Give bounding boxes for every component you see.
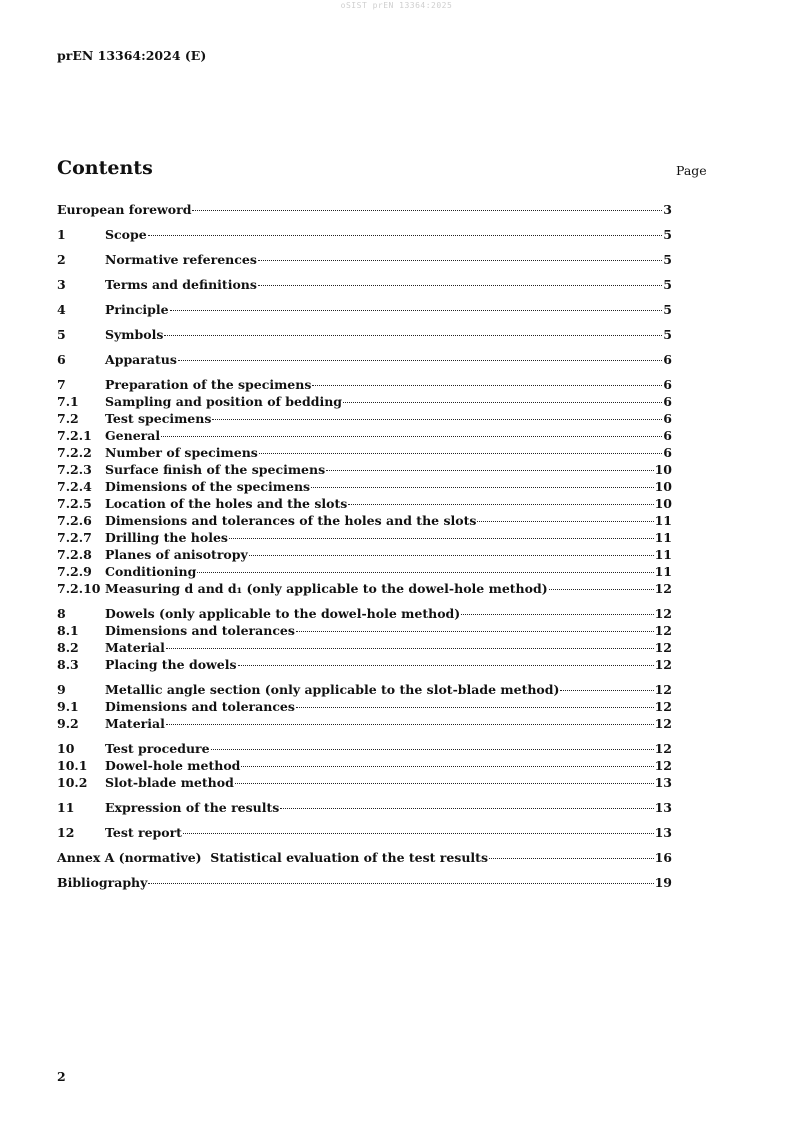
toc-entry-3[interactable]: [57, 276, 672, 293]
toc-leader-dots: [235, 783, 654, 784]
toc-entry-title: Number of specimens: [105, 445, 258, 460]
toc-entry-number: 7.2.10: [57, 581, 101, 596]
toc-entry-number: 7.2.2: [57, 445, 92, 460]
toc-entry-page: 13: [654, 825, 672, 840]
toc-entry-number: 10: [57, 741, 75, 756]
toc-entry-page: 12: [654, 716, 672, 731]
toc-entry-title: Sampling and position of bedding: [105, 394, 343, 409]
toc-leader-dots: [296, 631, 654, 632]
toc-entry-number: 1: [57, 227, 66, 242]
toc-leader-dots: [249, 555, 654, 556]
toc-entry-page: 6: [663, 428, 672, 443]
toc-entry-title: Test report: [105, 825, 182, 840]
toc-entry-title: Test procedure: [105, 741, 210, 756]
toc-leader-dots: [258, 260, 662, 261]
toc-entry-7-2-2[interactable]: [57, 444, 672, 461]
toc-entry-page: 12: [654, 699, 672, 714]
toc-entry-number: 7.2.8: [57, 547, 92, 562]
toc-entry-title: European foreword: [57, 202, 192, 217]
toc-entry-7-1[interactable]: [57, 393, 672, 410]
toc-leader-dots: [170, 310, 663, 311]
toc-leader-dots: [212, 419, 662, 420]
toc-entry-page: 12: [654, 640, 672, 655]
toc-entry-title: Measuring d and d₁ (only applicable to the dowel-hole method): [105, 581, 548, 596]
toc-entry-title: General: [105, 428, 161, 443]
toc-entry-title: Planes of anisotropy: [105, 547, 248, 562]
toc-leader-dots: [560, 690, 653, 691]
toc-leader-dots: [348, 504, 653, 505]
toc-leader-dots: [259, 453, 662, 454]
toc-entry-6[interactable]: [57, 351, 672, 368]
toc-entry-annex-a[interactable]: [57, 849, 672, 866]
toc-entry-7-2-9[interactable]: [57, 563, 672, 580]
toc-leader-dots: [311, 487, 654, 488]
toc-entry-page: 10: [654, 462, 672, 477]
toc-entry-1[interactable]: [57, 226, 672, 243]
toc-leader-dots: [241, 766, 653, 767]
watermark: oSIST prEN 13364:2025: [340, 1, 453, 10]
toc-entry-title: Scope: [105, 227, 147, 242]
toc-entry-8-3[interactable]: [57, 656, 672, 673]
toc-entry-5[interactable]: [57, 326, 672, 343]
toc-leader-dots: [312, 385, 662, 386]
toc-entry-number: 9: [57, 682, 66, 697]
toc-entry-number: 7.2.6: [57, 513, 92, 528]
toc-leader-dots: [238, 665, 654, 666]
toc-entry-number: 9.2: [57, 716, 79, 731]
page-number: 2: [57, 1069, 66, 1084]
toc-entry-2[interactable]: [57, 251, 672, 268]
toc-leader-dots: [211, 749, 654, 750]
toc-entry-page: 5: [663, 252, 672, 267]
contents-title: Contents: [57, 157, 153, 179]
toc-entry-page: 12: [654, 682, 672, 697]
page-column-label: Page: [676, 163, 707, 178]
toc-leader-dots: [183, 833, 654, 834]
toc-leader-dots: [326, 470, 653, 471]
toc-entry-page: 12: [654, 606, 672, 621]
toc-entry-8-2[interactable]: [57, 639, 672, 656]
toc-entry-7[interactable]: [57, 376, 672, 393]
toc-entry-page: 12: [654, 741, 672, 756]
toc-entry-number: 5: [57, 327, 66, 342]
toc-entry-number: 3: [57, 277, 66, 292]
toc-entry-title: Conditioning: [105, 564, 197, 579]
toc-entry-10-2[interactable]: [57, 774, 672, 791]
toc-entry-7-2-8[interactable]: [57, 546, 672, 563]
toc-entry-page: 6: [663, 411, 672, 426]
toc-entry-number: 10.1: [57, 758, 88, 773]
toc-entry-4[interactable]: [57, 301, 672, 318]
toc-entry-title: Dowel-hole method: [105, 758, 241, 773]
toc-entry-page: 11: [654, 530, 672, 545]
toc-entry-page: 12: [654, 657, 672, 672]
document-id: prEN 13364:2024 (E): [57, 48, 207, 63]
toc-entry-10[interactable]: [57, 740, 672, 757]
toc-entry-title: Surface finish of the specimens: [105, 462, 326, 477]
toc-leader-dots: [489, 858, 654, 859]
toc-entry-page: 19: [654, 875, 672, 890]
toc-entry-7-2-7[interactable]: [57, 529, 672, 546]
toc-entry-bibliography[interactable]: [57, 874, 672, 891]
toc-entry-title: Dimensions and tolerances: [105, 699, 295, 714]
toc-entry-title: Dowels (only applicable to the dowel-hole method): [105, 606, 461, 621]
toc-entry-7-2-1[interactable]: [57, 427, 672, 444]
toc-entry-number: 7.2.1: [57, 428, 92, 443]
toc-entry-number: 8.3: [57, 657, 79, 672]
toc-entry-title: Annex A (normative) Statistical evaluation of the test results: [57, 850, 488, 865]
toc-entry-10-1[interactable]: [57, 757, 672, 774]
toc-leader-dots: [296, 707, 654, 708]
toc-entry-page: 6: [663, 445, 672, 460]
toc-entry-7-2-3[interactable]: [57, 461, 672, 478]
toc-leader-dots: [343, 402, 662, 403]
toc-leader-dots: [148, 883, 653, 884]
toc-entry-number: 7: [57, 377, 66, 392]
toc-entry-9[interactable]: [57, 681, 672, 698]
toc-entry-page: 16: [654, 850, 672, 865]
toc-entry-number: 7.2.4: [57, 479, 92, 494]
toc-entry-title: Symbols: [105, 327, 164, 342]
toc-entry-number: 9.1: [57, 699, 79, 714]
toc-leader-dots: [192, 210, 662, 211]
toc-entry-9-1[interactable]: [57, 698, 672, 715]
toc-entry-title: Apparatus: [105, 352, 177, 367]
toc-entry-number: 2: [57, 252, 66, 267]
toc-leader-dots: [166, 648, 654, 649]
toc-entry-9-2[interactable]: [57, 715, 672, 732]
toc-entry-number: 8: [57, 606, 66, 621]
toc-entry-number: 4: [57, 302, 66, 317]
toc-entry-7-2-4[interactable]: [57, 478, 672, 495]
toc-entry-page: 11: [654, 564, 672, 579]
toc-leader-dots: [477, 521, 653, 522]
toc-entry-7-2-10[interactable]: [57, 580, 672, 597]
toc-entry-title: Placing the dowels: [105, 657, 237, 672]
toc-entry-number: 10.2: [57, 775, 88, 790]
toc-leader-dots: [258, 285, 662, 286]
toc-leader-dots: [461, 614, 653, 615]
toc-entry-page: 6: [663, 394, 672, 409]
toc-entry-11[interactable]: [57, 799, 672, 816]
toc-entry-title: Material: [105, 716, 165, 731]
toc-entry-title: Bibliography: [57, 875, 148, 890]
toc-leader-dots: [229, 538, 654, 539]
toc-entry-number: 7.2.5: [57, 496, 92, 511]
toc-entry-page: 12: [654, 623, 672, 638]
toc-entry-title: Expression of the results: [105, 800, 280, 815]
toc-entry-page: 13: [654, 800, 672, 815]
toc-entry-page: 6: [663, 377, 672, 392]
toc-entry-number: 12: [57, 825, 75, 840]
toc-entry-number: 7.2.7: [57, 530, 92, 545]
toc-leader-dots: [197, 572, 653, 573]
toc-entry-number: 7.2.3: [57, 462, 92, 477]
toc-entry-page: 13: [654, 775, 672, 790]
toc-entry-page: 10: [654, 479, 672, 494]
toc-entry-title: Slot-blade method: [105, 775, 234, 790]
toc-entry-title: Terms and definitions: [105, 277, 257, 292]
toc-entry-european-foreword[interactable]: [57, 201, 672, 218]
toc-entry-page: 6: [663, 352, 672, 367]
toc-entry-number: 8.2: [57, 640, 79, 655]
toc-entry-title: Dimensions of the specimens: [105, 479, 311, 494]
toc-entry-7-2-5[interactable]: [57, 495, 672, 512]
toc-leader-dots: [148, 235, 663, 236]
toc-entry-page: 11: [654, 547, 672, 562]
toc-entry-7-2[interactable]: [57, 410, 672, 427]
toc-entry-number: 7.2: [57, 411, 79, 426]
toc-leader-dots: [161, 436, 662, 437]
toc-entry-8-1[interactable]: [57, 622, 672, 639]
toc-leader-dots: [280, 808, 653, 809]
toc-entry-page: 5: [663, 302, 672, 317]
toc-entry-page: 5: [663, 277, 672, 292]
toc-entry-page: 12: [654, 758, 672, 773]
toc-entry-title: Drilling the holes: [105, 530, 228, 545]
toc-entry-page: 10: [654, 496, 672, 511]
toc-entry-page: 5: [663, 327, 672, 342]
toc-entry-title: Material: [105, 640, 165, 655]
toc-entry-7-2-6[interactable]: [57, 512, 672, 529]
toc-entry-page: 11: [654, 513, 672, 528]
toc-leader-dots: [164, 335, 662, 336]
toc-entry-8[interactable]: [57, 605, 672, 622]
toc-entry-number: 6: [57, 352, 66, 367]
toc-entry-page: 5: [663, 227, 672, 242]
toc-entry-page: 3: [663, 202, 672, 217]
toc-entry-title: Dimensions and tolerances: [105, 623, 295, 638]
toc-entry-title: Metallic angle section (only applicable to the slot-blade method): [105, 682, 560, 697]
toc-entry-title: Principle: [105, 302, 169, 317]
toc-leader-dots: [178, 360, 662, 361]
toc-entry-number: 7.1: [57, 394, 79, 409]
toc-entry-title: Normative references: [105, 252, 257, 267]
toc-entry-title: Location of the holes and the slots: [105, 496, 348, 511]
table-of-contents: [57, 201, 672, 891]
toc-entry-number: 11: [57, 800, 75, 815]
toc-entry-12[interactable]: [57, 824, 672, 841]
toc-entry-number: 8.1: [57, 623, 79, 638]
toc-leader-dots: [549, 589, 654, 590]
toc-entry-number: 7.2.9: [57, 564, 92, 579]
toc-entry-title: Preparation of the specimens: [105, 377, 312, 392]
toc-leader-dots: [166, 724, 654, 725]
toc-entry-page: 12: [654, 581, 672, 596]
toc-entry-title: Dimensions and tolerances of the holes and the slots: [105, 513, 477, 528]
toc-entry-title: Test specimens: [105, 411, 212, 426]
